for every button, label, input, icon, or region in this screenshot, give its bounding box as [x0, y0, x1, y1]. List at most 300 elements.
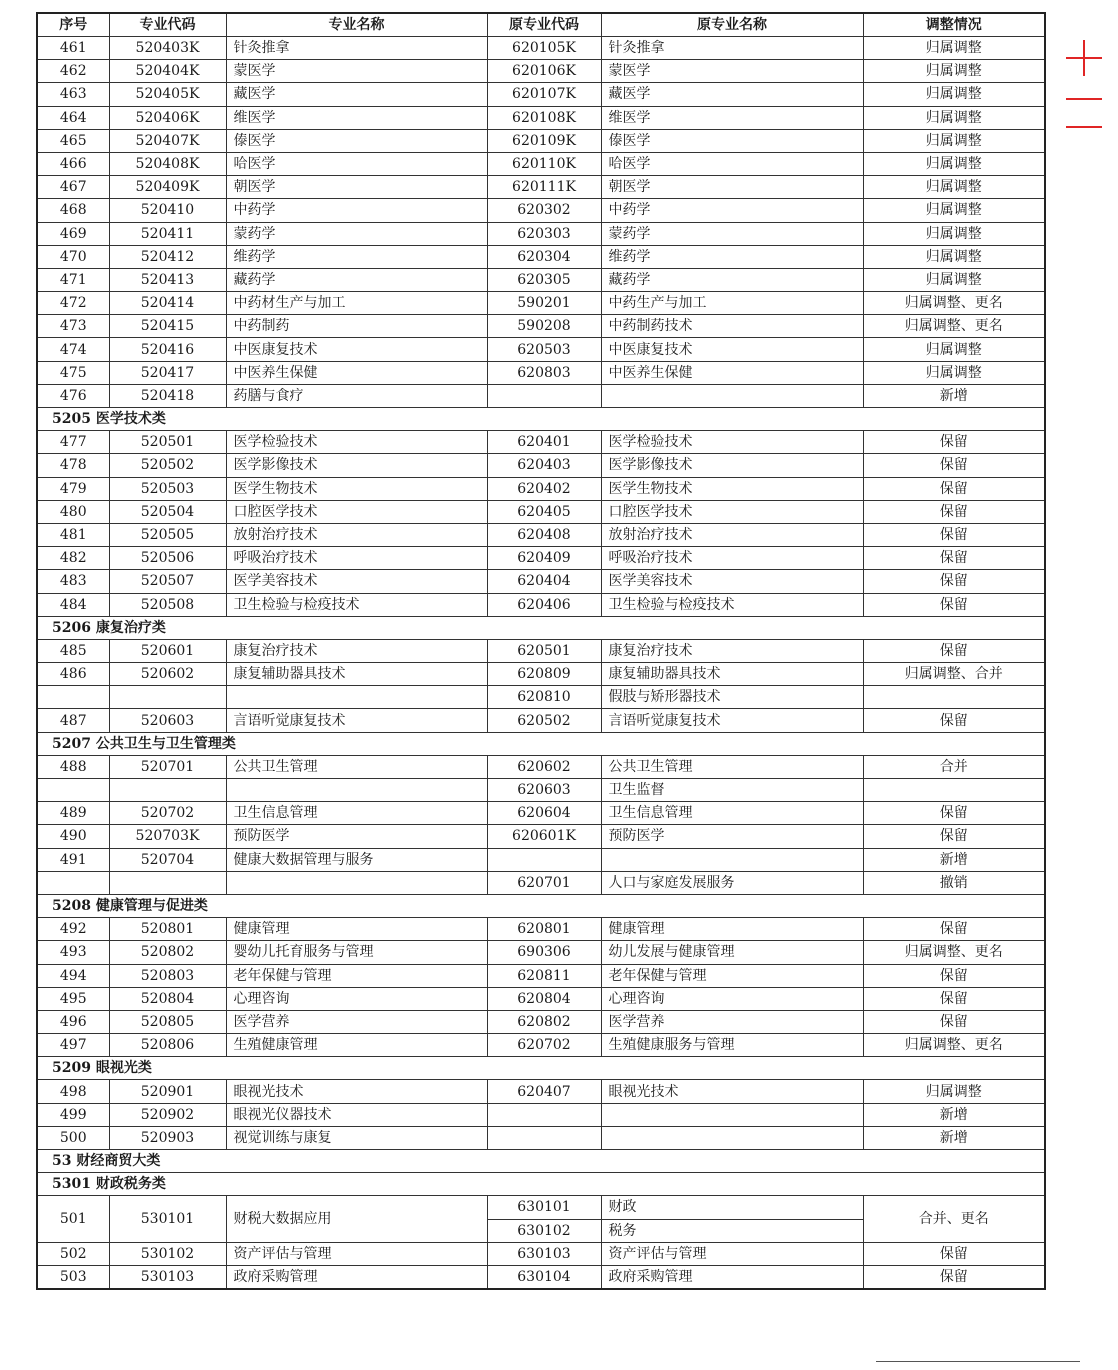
name-cell: 医学营养	[226, 1010, 487, 1033]
code-cell: 520601	[109, 639, 226, 662]
old-name-cell: 卫生监督	[601, 779, 863, 802]
code-cell: 520803	[109, 964, 226, 987]
old-name-cell: 医学生物技术	[601, 477, 863, 500]
old-name-cell: 中医养生保健	[601, 361, 863, 384]
old-name-cell: 中医康复技术	[601, 338, 863, 361]
old-code-cell: 620303	[487, 222, 601, 245]
old-code-cell: 590208	[487, 315, 601, 338]
category-row	[37, 616, 1045, 639]
category-row	[37, 894, 1045, 917]
old-name-cell: 言语听觉康复技术	[601, 709, 863, 732]
seq-cell: 484	[37, 593, 109, 616]
table-row	[37, 176, 1045, 199]
name-cell: 公共卫生管理	[226, 755, 487, 778]
old-name-cell: 心理咨询	[601, 987, 863, 1010]
old-code-cell: 620802	[487, 1010, 601, 1033]
name-cell: 老年保健与管理	[226, 964, 487, 987]
old-code-cell: 620811	[487, 964, 601, 987]
name-cell: 资产评估与管理	[226, 1242, 487, 1265]
name-cell: 放射治疗技术	[226, 523, 487, 546]
code-cell: 520506	[109, 547, 226, 570]
old-code-cell: 630101	[487, 1196, 601, 1219]
name-cell: 健康大数据管理与服务	[226, 848, 487, 871]
header-old-name: 原专业名称	[601, 13, 863, 37]
status-cell: 新增	[863, 1103, 1045, 1126]
code-cell: 520503	[109, 477, 226, 500]
header-status: 调整情况	[863, 13, 1045, 37]
category-label: 5209 眼视光类	[37, 1057, 1045, 1080]
table-row	[37, 570, 1045, 593]
code-cell: 520903	[109, 1126, 226, 1149]
status-cell: 归属调整、更名	[863, 941, 1045, 964]
old-name-cell: 生殖健康服务与管理	[601, 1034, 863, 1057]
table-row	[37, 755, 1045, 778]
category-row	[37, 408, 1045, 431]
seq-cell: 463	[37, 83, 109, 106]
name-cell: 朝医学	[226, 176, 487, 199]
category-row	[37, 732, 1045, 755]
old-name-cell: 医学影像技术	[601, 454, 863, 477]
name-cell: 卫生信息管理	[226, 802, 487, 825]
code-cell: 520507	[109, 570, 226, 593]
status-cell: 保留	[863, 987, 1045, 1010]
old-code-cell: 620701	[487, 871, 601, 894]
code-cell: 530103	[109, 1265, 226, 1289]
seq-cell: 469	[37, 222, 109, 245]
name-cell: 蒙药学	[226, 222, 487, 245]
table-body	[37, 37, 1045, 1290]
status-cell: 保留	[863, 500, 1045, 523]
old-name-cell: 假肢与矫形器技术	[601, 686, 863, 709]
seq-cell: 500	[37, 1126, 109, 1149]
status-cell: 归属调整	[863, 176, 1045, 199]
old-name-cell: 藏医学	[601, 83, 863, 106]
seq-cell: 498	[37, 1080, 109, 1103]
seq-cell: 499	[37, 1103, 109, 1126]
old-code-cell: 620602	[487, 755, 601, 778]
old-name-cell: 医学检验技术	[601, 431, 863, 454]
code-cell: 530101	[109, 1196, 226, 1242]
old-code-cell: 620109K	[487, 129, 601, 152]
old-code-cell: 620604	[487, 802, 601, 825]
old-code-cell	[487, 384, 601, 407]
seq-cell: 475	[37, 361, 109, 384]
seq-cell: 462	[37, 60, 109, 83]
status-cell: 保留	[863, 802, 1045, 825]
old-name-cell: 预防医学	[601, 825, 863, 848]
old-code-cell: 620108K	[487, 106, 601, 129]
code-cell: 520501	[109, 431, 226, 454]
old-name-cell: 老年保健与管理	[601, 964, 863, 987]
name-cell: 傣医学	[226, 129, 487, 152]
seq-cell: 478	[37, 454, 109, 477]
old-name-cell: 维药学	[601, 245, 863, 268]
seq-cell: 490	[37, 825, 109, 848]
category-label: 5207 公共卫生与卫生管理类	[37, 732, 1045, 755]
seq-cell: 489	[37, 802, 109, 825]
seq-cell: 477	[37, 431, 109, 454]
name-cell	[226, 779, 487, 802]
seq-cell: 473	[37, 315, 109, 338]
old-code-cell: 620406	[487, 593, 601, 616]
old-name-cell: 康复治疗技术	[601, 639, 863, 662]
code-cell: 520411	[109, 222, 226, 245]
seq-cell: 486	[37, 663, 109, 686]
table-row	[37, 37, 1045, 60]
major-catalog-table	[36, 12, 1046, 1290]
table-row	[37, 523, 1045, 546]
name-cell: 言语听觉康复技术	[226, 709, 487, 732]
code-cell: 520805	[109, 1010, 226, 1033]
old-code-cell: 620403	[487, 454, 601, 477]
table-row	[37, 454, 1045, 477]
category-row	[37, 1057, 1045, 1080]
table-row	[37, 268, 1045, 291]
seq-cell: 474	[37, 338, 109, 361]
old-name-cell: 眼视光技术	[601, 1080, 863, 1103]
status-cell: 合并、更名	[863, 1196, 1045, 1242]
status-cell: 保留	[863, 1242, 1045, 1265]
code-cell: 520408K	[109, 152, 226, 175]
seq-cell: 480	[37, 500, 109, 523]
old-name-cell: 放射治疗技术	[601, 523, 863, 546]
name-cell: 医学生物技术	[226, 477, 487, 500]
table-row	[37, 477, 1045, 500]
table-row	[37, 639, 1045, 662]
old-code-cell: 620305	[487, 268, 601, 291]
status-cell: 新增	[863, 1126, 1045, 1149]
name-cell: 政府采购管理	[226, 1265, 487, 1289]
old-code-cell: 620401	[487, 431, 601, 454]
status-cell: 归属调整、更名	[863, 292, 1045, 315]
table-row	[37, 1196, 1045, 1219]
table-row	[37, 1126, 1045, 1149]
status-cell: 归属调整	[863, 129, 1045, 152]
name-cell: 康复治疗技术	[226, 639, 487, 662]
table-row	[37, 361, 1045, 384]
old-code-cell: 620603	[487, 779, 601, 802]
name-cell: 医学影像技术	[226, 454, 487, 477]
old-name-cell: 卫生信息管理	[601, 802, 863, 825]
old-code-cell: 620809	[487, 663, 601, 686]
name-cell: 视觉训练与康复	[226, 1126, 487, 1149]
name-cell: 康复辅助器具技术	[226, 663, 487, 686]
old-code-cell: 620105K	[487, 37, 601, 60]
code-cell: 520504	[109, 500, 226, 523]
code-cell: 520407K	[109, 129, 226, 152]
status-cell: 保留	[863, 639, 1045, 662]
name-cell: 蒙医学	[226, 60, 487, 83]
old-code-cell: 620810	[487, 686, 601, 709]
code-cell: 520502	[109, 454, 226, 477]
table-row	[37, 338, 1045, 361]
old-code-cell: 620405	[487, 500, 601, 523]
name-cell: 呼吸治疗技术	[226, 547, 487, 570]
table-row	[37, 918, 1045, 941]
old-code-cell: 620502	[487, 709, 601, 732]
status-cell: 归属调整	[863, 37, 1045, 60]
old-code-cell: 620702	[487, 1034, 601, 1057]
page	[36, 12, 1044, 1290]
old-code-cell: 620601K	[487, 825, 601, 848]
old-name-cell: 中药制药技术	[601, 315, 863, 338]
status-cell: 保留	[863, 709, 1045, 732]
table-row	[37, 1034, 1045, 1057]
table-row	[37, 1080, 1045, 1103]
code-cell: 520505	[109, 523, 226, 546]
table-row	[37, 1265, 1045, 1289]
table-row	[37, 83, 1045, 106]
name-cell: 财税大数据应用	[226, 1196, 487, 1242]
code-cell	[109, 686, 226, 709]
status-cell: 归属调整、更名	[863, 1034, 1045, 1057]
old-name-cell: 蒙医学	[601, 60, 863, 83]
status-cell: 归属调整	[863, 83, 1045, 106]
table-row	[37, 709, 1045, 732]
old-code-cell: 620110K	[487, 152, 601, 175]
seq-cell: 496	[37, 1010, 109, 1033]
status-cell: 保留	[863, 570, 1045, 593]
table-row	[37, 431, 1045, 454]
code-cell: 520901	[109, 1080, 226, 1103]
name-cell: 中药制药	[226, 315, 487, 338]
name-cell	[226, 686, 487, 709]
seq-cell: 492	[37, 918, 109, 941]
name-cell: 针灸推拿	[226, 37, 487, 60]
code-cell: 520417	[109, 361, 226, 384]
status-cell: 保留	[863, 918, 1045, 941]
old-code-cell: 690306	[487, 941, 601, 964]
code-cell: 520802	[109, 941, 226, 964]
name-cell: 中药学	[226, 199, 487, 222]
code-cell: 520704	[109, 848, 226, 871]
table-row	[37, 129, 1045, 152]
header-name: 专业名称	[226, 13, 487, 37]
header-code: 专业代码	[109, 13, 226, 37]
seq-cell: 464	[37, 106, 109, 129]
old-code-cell: 620402	[487, 477, 601, 500]
status-cell: 归属调整	[863, 361, 1045, 384]
old-code-cell: 620302	[487, 199, 601, 222]
seq-cell: 503	[37, 1265, 109, 1289]
table-row	[37, 500, 1045, 523]
table-header-row	[37, 13, 1045, 37]
status-cell: 保留	[863, 477, 1045, 500]
table-row	[37, 60, 1045, 83]
category-label: 53 财经商贸大类	[37, 1150, 1045, 1173]
old-code-cell: 620501	[487, 639, 601, 662]
code-cell: 520508	[109, 593, 226, 616]
seq-cell: 481	[37, 523, 109, 546]
name-cell: 药膳与食疗	[226, 384, 487, 407]
table-row	[37, 222, 1045, 245]
table-row	[37, 152, 1045, 175]
seq-cell: 483	[37, 570, 109, 593]
code-cell: 520412	[109, 245, 226, 268]
name-cell: 中医养生保健	[226, 361, 487, 384]
code-cell: 520602	[109, 663, 226, 686]
old-name-cell: 公共卫生管理	[601, 755, 863, 778]
old-code-cell: 590201	[487, 292, 601, 315]
table-row	[37, 315, 1045, 338]
category-label: 5208 健康管理与促进类	[37, 894, 1045, 917]
status-cell: 归属调整、合并	[863, 663, 1045, 686]
table-row	[37, 802, 1045, 825]
code-cell: 520703K	[109, 825, 226, 848]
seq-cell: 466	[37, 152, 109, 175]
old-name-cell: 中药学	[601, 199, 863, 222]
status-cell: 归属调整	[863, 222, 1045, 245]
old-name-cell: 中药生产与加工	[601, 292, 863, 315]
name-cell: 藏药学	[226, 268, 487, 291]
old-code-cell: 620503	[487, 338, 601, 361]
table-row	[37, 825, 1045, 848]
table-row	[37, 245, 1045, 268]
code-cell: 520702	[109, 802, 226, 825]
margin-dash-mark	[1066, 98, 1102, 100]
old-code-cell: 620409	[487, 547, 601, 570]
code-cell: 520603	[109, 709, 226, 732]
code-cell: 520804	[109, 987, 226, 1010]
table-row	[37, 987, 1045, 1010]
status-cell: 新增	[863, 384, 1045, 407]
name-cell: 中药材生产与加工	[226, 292, 487, 315]
old-name-cell: 资产评估与管理	[601, 1242, 863, 1265]
status-cell: 保留	[863, 431, 1045, 454]
status-cell: 归属调整	[863, 338, 1045, 361]
table-row	[37, 941, 1045, 964]
seq-cell: 472	[37, 292, 109, 315]
category-row	[37, 1173, 1045, 1196]
old-code-cell: 620801	[487, 918, 601, 941]
old-name-cell: 维医学	[601, 106, 863, 129]
table-row	[37, 663, 1045, 686]
old-name-cell: 朝医学	[601, 176, 863, 199]
status-cell: 新增	[863, 848, 1045, 871]
name-cell: 眼视光仪器技术	[226, 1103, 487, 1126]
seq-cell: 495	[37, 987, 109, 1010]
old-name-cell: 政府采购管理	[601, 1265, 863, 1289]
status-cell: 归属调整、更名	[863, 315, 1045, 338]
name-cell: 维医学	[226, 106, 487, 129]
name-cell: 卫生检验与检疫技术	[226, 593, 487, 616]
seq-cell	[37, 779, 109, 802]
name-cell: 医学美容技术	[226, 570, 487, 593]
code-cell: 520403K	[109, 37, 226, 60]
seq-cell: 494	[37, 964, 109, 987]
category-row	[37, 1150, 1045, 1173]
old-code-cell: 630103	[487, 1242, 601, 1265]
old-code-cell	[487, 1126, 601, 1149]
status-cell: 保留	[863, 593, 1045, 616]
old-name-cell: 藏药学	[601, 268, 863, 291]
status-cell	[863, 779, 1045, 802]
old-code-cell: 620803	[487, 361, 601, 384]
seq-cell: 502	[37, 1242, 109, 1265]
seq-cell: 488	[37, 755, 109, 778]
old-code-cell: 630102	[487, 1219, 601, 1242]
code-cell: 520414	[109, 292, 226, 315]
code-cell: 530102	[109, 1242, 226, 1265]
header-old-code: 原专业代码	[487, 13, 601, 37]
name-cell: 健康管理	[226, 918, 487, 941]
category-label: 5206 康复治疗类	[37, 616, 1045, 639]
status-cell: 归属调整	[863, 199, 1045, 222]
seq-cell: 497	[37, 1034, 109, 1057]
code-cell: 520415	[109, 315, 226, 338]
old-code-cell: 620111K	[487, 176, 601, 199]
seq-cell: 487	[37, 709, 109, 732]
old-code-cell	[487, 1103, 601, 1126]
old-name-cell: 康复辅助器具技术	[601, 663, 863, 686]
name-cell: 中医康复技术	[226, 338, 487, 361]
old-name-cell	[601, 848, 863, 871]
table-row	[37, 1242, 1045, 1265]
old-name-cell: 医学美容技术	[601, 570, 863, 593]
table-row	[37, 779, 1045, 802]
table-row	[37, 964, 1045, 987]
status-cell: 保留	[863, 1010, 1045, 1033]
old-code-cell: 620106K	[487, 60, 601, 83]
old-code-cell	[487, 848, 601, 871]
seq-cell	[37, 871, 109, 894]
name-cell: 婴幼儿托育服务与管理	[226, 941, 487, 964]
code-cell: 520801	[109, 918, 226, 941]
status-cell: 撤销	[863, 871, 1045, 894]
footer-rule	[876, 1361, 1080, 1362]
name-cell: 藏医学	[226, 83, 487, 106]
code-cell: 520405K	[109, 83, 226, 106]
name-cell: 口腔医学技术	[226, 500, 487, 523]
code-cell: 520701	[109, 755, 226, 778]
margin-dash-mark	[1066, 126, 1102, 128]
name-cell: 生殖健康管理	[226, 1034, 487, 1057]
seq-cell	[37, 686, 109, 709]
seq-cell: 468	[37, 199, 109, 222]
seq-cell: 485	[37, 639, 109, 662]
category-label: 5205 医学技术类	[37, 408, 1045, 431]
code-cell: 520418	[109, 384, 226, 407]
table-row	[37, 547, 1045, 570]
table-row	[37, 292, 1045, 315]
status-cell: 保留	[863, 1265, 1045, 1289]
table-row	[37, 848, 1045, 871]
table-row	[37, 686, 1045, 709]
old-name-cell: 傣医学	[601, 129, 863, 152]
old-name-cell	[601, 1126, 863, 1149]
table-row	[37, 384, 1045, 407]
old-name-cell: 哈医学	[601, 152, 863, 175]
status-cell: 归属调整	[863, 268, 1045, 291]
name-cell: 维药学	[226, 245, 487, 268]
status-cell	[863, 686, 1045, 709]
old-name-cell: 卫生检验与检疫技术	[601, 593, 863, 616]
code-cell	[109, 871, 226, 894]
code-cell: 520410	[109, 199, 226, 222]
seq-cell: 491	[37, 848, 109, 871]
seq-cell: 476	[37, 384, 109, 407]
status-cell: 保留	[863, 964, 1045, 987]
status-cell: 归属调整	[863, 245, 1045, 268]
name-cell: 医学检验技术	[226, 431, 487, 454]
code-cell	[109, 779, 226, 802]
old-name-cell	[601, 384, 863, 407]
name-cell: 预防医学	[226, 825, 487, 848]
seq-cell: 470	[37, 245, 109, 268]
old-code-cell: 620804	[487, 987, 601, 1010]
old-code-cell: 620404	[487, 570, 601, 593]
old-name-cell: 医学营养	[601, 1010, 863, 1033]
